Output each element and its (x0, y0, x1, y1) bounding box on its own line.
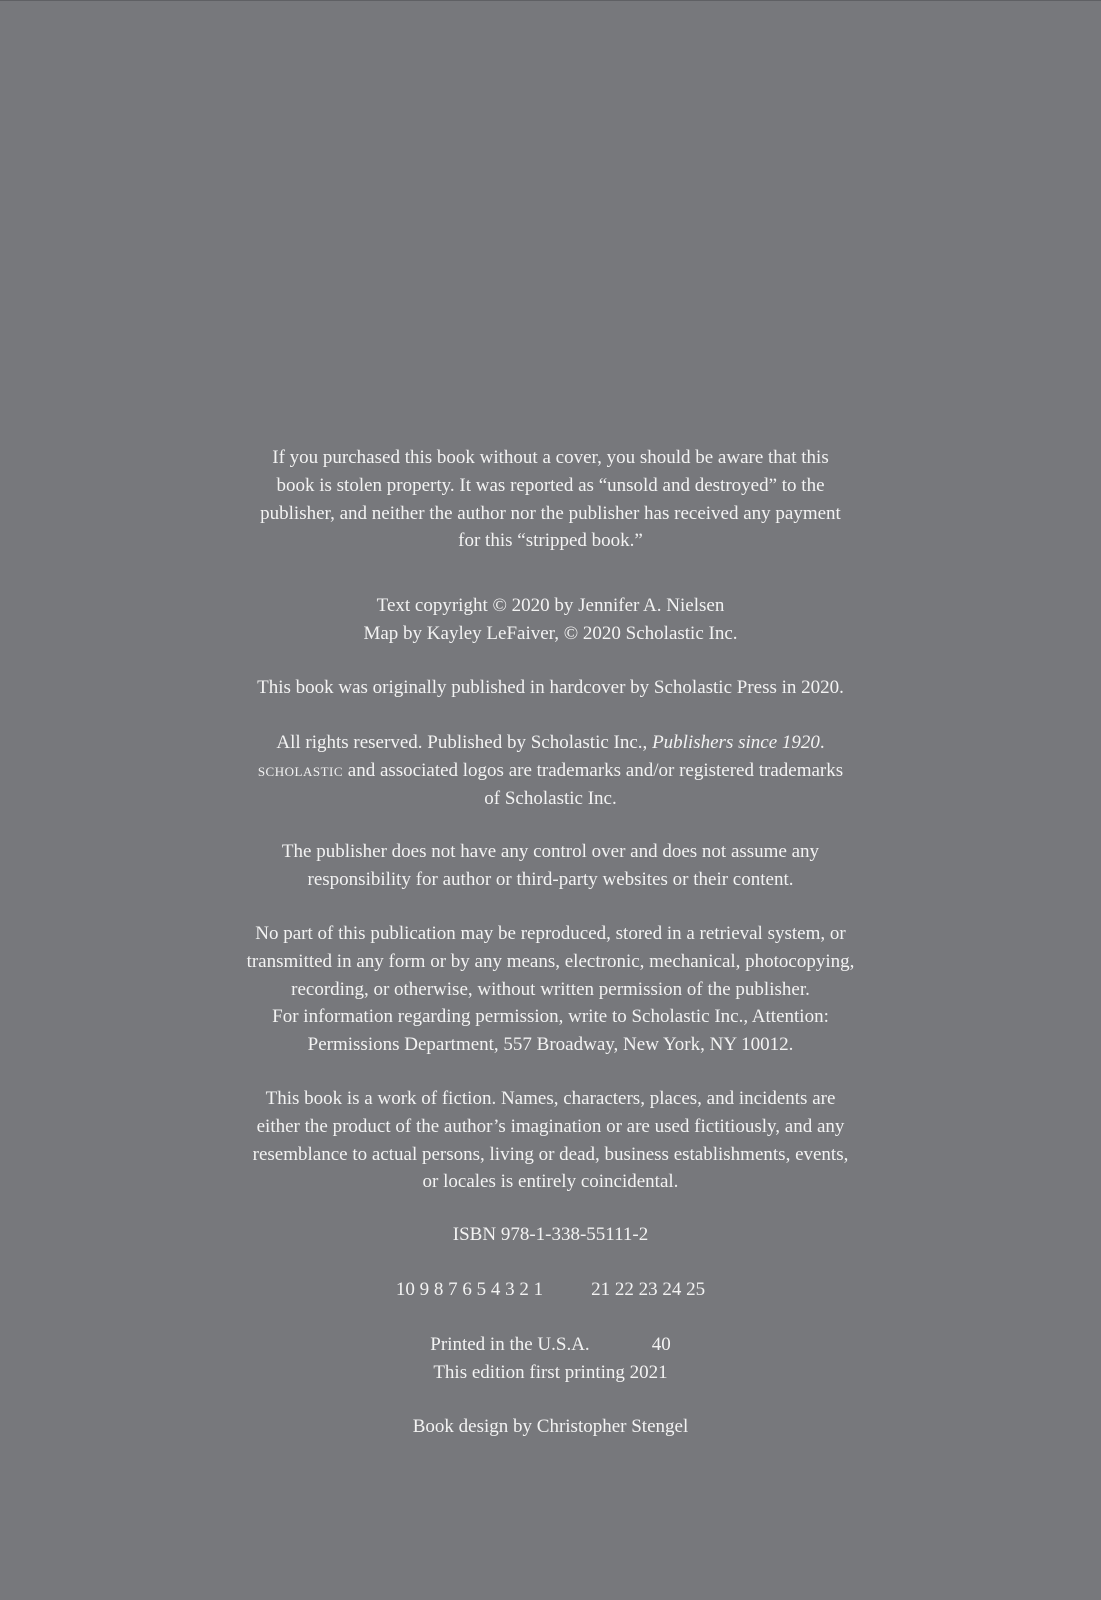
printed-in-row (0, 1331, 1101, 1359)
reproduction-line: No part of this publication may be reproduced, stored in a retrieval system, or (255, 923, 846, 944)
stripped-notice-line: for this “stripped book.” (458, 530, 643, 552)
reproduction-line: Permissions Department, 557 Broadway, New York, NY 10012. (307, 1034, 794, 1056)
fiction-line: or locales is entirely coincidental. (422, 1171, 679, 1193)
isbn-block (0, 1221, 1101, 1249)
rights-prefix: All rights reserved. Published by Scholastic Inc., (276, 732, 653, 753)
trademark-text: and associated logos are trademarks and/or registered trademarks (343, 759, 844, 781)
rights-line-3: of Scholastic Inc. (484, 787, 617, 809)
scholastic-trademark: scholastic (257, 759, 344, 781)
reproduction-line: transmitted in any form or by any means, electronic, mechanical, photocopying, (246, 950, 855, 972)
printing-years: 21 22 23 24 25 (591, 1279, 706, 1300)
reproduction-line: recording, or otherwise, without written permission of the publisher. (291, 978, 810, 1000)
disclaimer-line: responsibility for author or third-party websites or their content. (307, 868, 794, 890)
map-copyright: Map by Kayley LeFaiver, © 2020 Scholastic Inc. (363, 622, 738, 644)
printed-in-block (0, 1331, 1101, 1387)
fiction-line: either the product of the author’s imagination or are used fictitiously, and any (256, 1115, 845, 1137)
disclaimer-line: The publisher does not have any control over and does not assume any (281, 841, 820, 862)
fiction-line: resemblance to actual persons, living or dead, business establishments, events, (252, 1143, 849, 1165)
original-publication-note (0, 674, 1101, 702)
stripped-notice-line: publisher, and neither the author nor the publisher has received any payment (260, 502, 841, 524)
plant-code: 40 (651, 1334, 671, 1355)
publishers-since-text: Publishers since 1920 (652, 732, 820, 753)
fiction-notice (0, 1085, 1101, 1196)
rights-suffix: . (819, 732, 825, 753)
text-copyright: Text copyright © 2020 by Jennifer A. Nielsen (376, 595, 725, 616)
isbn: ISBN 978-1-338-55111-2 (452, 1224, 649, 1245)
design-credit-block (0, 1413, 1101, 1441)
printing-numbers: 10 9 8 7 6 5 4 3 2 1 (395, 1279, 544, 1300)
design-credit: Book design by Christopher Stengel (412, 1416, 689, 1437)
rights-block (0, 729, 1101, 812)
fiction-line: This book is a work of fiction. Names, characters, places, and incidents are (265, 1088, 836, 1109)
printed-in: Printed in the U.S.A. (430, 1334, 590, 1355)
original-publication-line: This book was originally published in hardcover by Scholastic Press in 2020. (257, 677, 844, 698)
stripped-notice-line: If you purchased this book without a cover, you should be aware that this (272, 447, 829, 468)
copyright-block (0, 592, 1101, 648)
stripped-book-notice (0, 444, 1101, 555)
rights-line-2 (0, 757, 1101, 785)
reproduction-line: For information regarding permission, write to Scholastic Inc., Attention: (272, 1006, 829, 1028)
edition-printing: This edition first printing 2021 (433, 1361, 668, 1383)
reproduction-notice (0, 920, 1101, 1059)
rights-line-1 (0, 729, 1101, 757)
stripped-notice-line: book is stolen property. It was reported as “unsold and destroyed” to the (276, 474, 825, 496)
printing-number-line (0, 1276, 1101, 1304)
publisher-disclaimer (0, 838, 1101, 894)
